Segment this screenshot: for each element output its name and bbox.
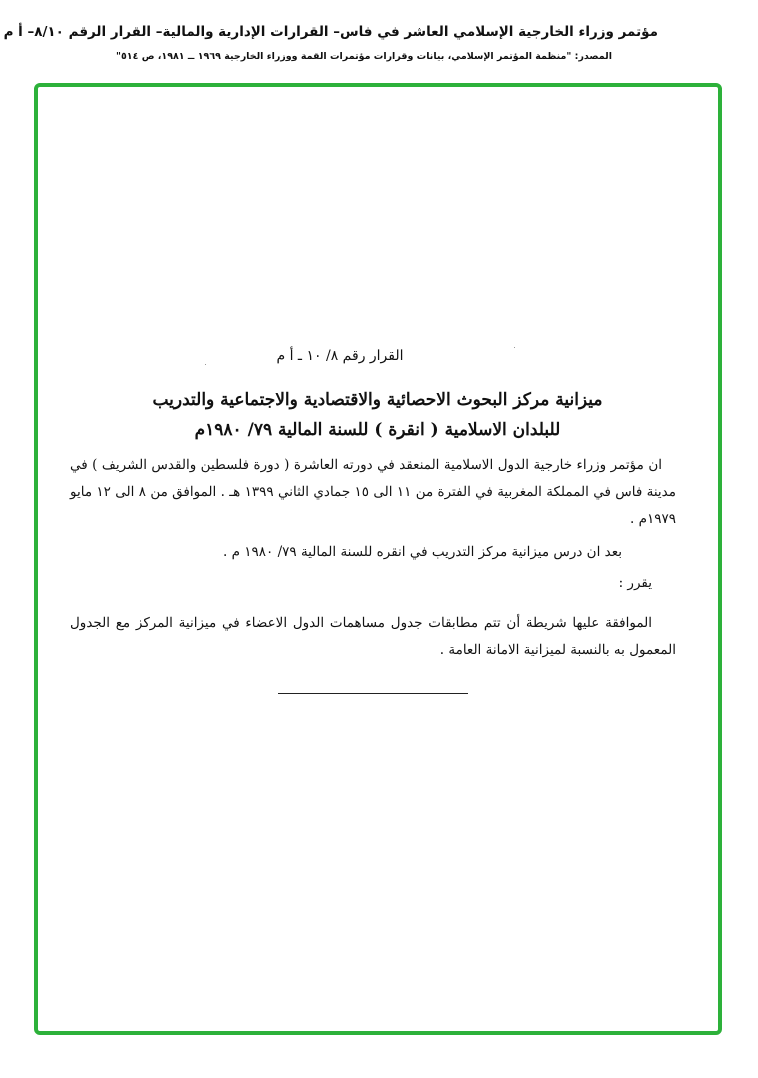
scan-speck xyxy=(514,347,515,348)
consideration-text: بعد ان درس ميزانية مركز التدريب في انقره للسنة المالية ٧٩/ ١٩٨٠ م . xyxy=(223,544,622,560)
consideration-paragraph xyxy=(70,541,676,563)
page-header-source: المصدر: "منظمة المؤتمر الإسلامي، بيانات وقرارات مؤتمرات القمة ووزراء الخارجية ١٩٦٩ ــ ١٩٨١، ص ٥١٤" xyxy=(116,51,612,62)
page-header-title: مؤتمر وزراء الخارجية الإسلامي العاشر في فاس– القرارات الإدارية والمالية– القرار الرقم ٨/١٠– أ م xyxy=(3,24,658,40)
decision-title-line-1: ميزانية مركز البحوث الاحصائية والاقتصادية والاجتماعية والتدريب xyxy=(152,390,603,410)
decides-text: يقرر : xyxy=(618,575,652,591)
preamble-paragraph xyxy=(70,452,676,533)
decision-title-line-2: للبلدان الاسلامية ( انقرة ) للسنة المالية ٧٩/ ١٩٨٠م xyxy=(194,420,561,440)
preamble-text: ان مؤتمر وزراء خارجية الدول الاسلامية المنعقد في دورته العاشرة ( دورة فلسطين والقدس الشريف ) في مدينة فاس في المملكة المغربية في الفترة من ١١ الى ١٥ جمادي الثاني ١٣٩٩ هـ . الموافق من ٨ الى ١٢ مايو ١٩٧٩م . xyxy=(70,457,676,527)
scan-speck xyxy=(205,364,206,365)
decides-heading xyxy=(70,572,676,594)
resolution-text: الموافقة عليها شريطة أن تتم مطابقات جدول مساهمات الدول الاعضاء في ميزانية المركز مع الجدول المعمول به بالنسبة لميزانية الامانة العامة . xyxy=(70,615,676,658)
decision-title xyxy=(140,385,615,445)
decision-number: القرار رقم ٨/ ١٠ ـ أ م xyxy=(276,348,404,364)
end-divider xyxy=(278,693,468,694)
resolution-paragraph xyxy=(70,610,676,664)
